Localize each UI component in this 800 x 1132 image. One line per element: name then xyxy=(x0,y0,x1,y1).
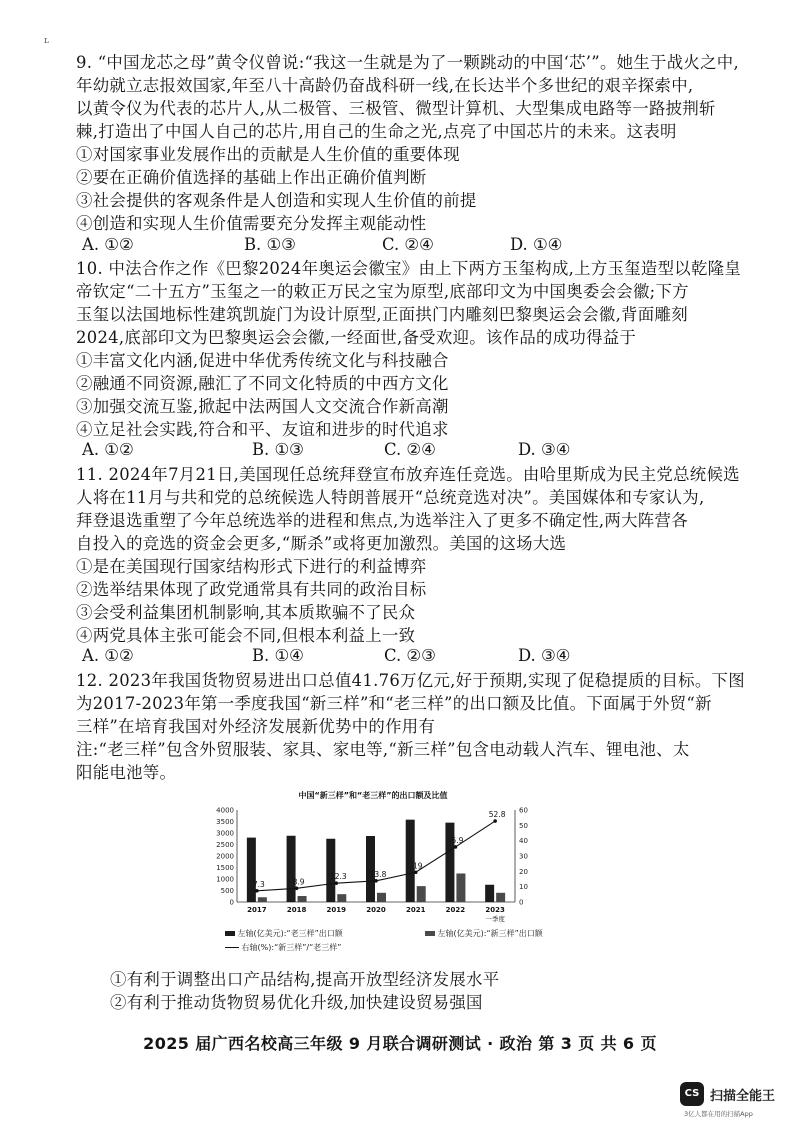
q10-option-d[interactable]: D. ③④ xyxy=(518,440,571,459)
q9-statement-1: ①对国家事业发展作出的贡献是人生价值的重要体现 xyxy=(76,145,460,164)
q12-note: 注:“老三样”包含外贸服装、家具、家电等,“新三样”包含电动载人汽车、锂电池、太 xyxy=(76,740,690,759)
legend-swatch xyxy=(225,931,235,936)
q12-line: 三样”在培育我国对外经济发展新优势中的作用有 xyxy=(76,717,436,736)
q10-options xyxy=(82,438,602,462)
watermark-tagline: 3亿人都在用的扫描App xyxy=(684,1110,753,1118)
x-axis-tick-label: 2019 xyxy=(326,906,347,914)
x-axis-tick-label: 2023 xyxy=(485,906,505,914)
q9-options xyxy=(82,233,602,257)
q9-option-b[interactable]: B. ①③ xyxy=(244,235,296,254)
q10-option-a[interactable]: A. ①② xyxy=(82,440,134,459)
q11-option-a[interactable]: A. ①② xyxy=(82,646,134,665)
x-axis-tick-label: 2022 xyxy=(445,906,466,914)
ratio-data-label: 8.9 xyxy=(292,877,305,887)
q12-statement-2: ②有利于推动货物贸易优化升级,加快建设贸易强国 xyxy=(110,993,483,1012)
q9-line: 9. “中国龙芯之母”黄令仪曾说:“我这一生就是为了一颗跳动的中国‘芯’”。她生于战火之中, xyxy=(76,53,739,72)
q11-options xyxy=(82,644,602,668)
bar-old-three xyxy=(326,839,335,902)
bar-old-three xyxy=(445,823,454,902)
right-axis-tick-label: 0 xyxy=(519,898,524,907)
q10-statement-4: ④立足社会实践,符合和平、友谊和进步的时代追求 xyxy=(76,420,449,439)
left-axis-tick-label: 2000 xyxy=(216,852,234,861)
right-axis-tick-label: 60 xyxy=(519,806,528,815)
q10-statement-2: ②融通不同资源,融汇了不同文化特质的中西方文化 xyxy=(76,374,449,393)
ratio-point xyxy=(255,889,259,893)
camscanner-logo-icon: CS xyxy=(680,1082,704,1106)
legend-entry-old-three xyxy=(225,928,343,939)
left-axis-tick-label: 500 xyxy=(220,887,234,895)
bar-new-three xyxy=(258,897,267,902)
q9-option-d[interactable]: D. ①④ xyxy=(510,235,563,254)
x-axis-tick-label: 2018 xyxy=(286,906,307,914)
scanner-watermark xyxy=(680,1082,790,1122)
q11-line: 11. 2024年7月21日,美国现任总统拜登宣布放弃连任竞选。由哈里斯成为民主党总统候选 xyxy=(76,465,740,484)
chart-legend xyxy=(225,928,615,958)
q10-line: 玉玺以法国地标性建筑凯旋门为设计原型,正面拱门内雕刻巴黎奥运会会徽,背面雕刻 xyxy=(76,305,688,324)
left-axis-tick-label: 4000 xyxy=(216,806,234,815)
ratio-point xyxy=(414,870,418,874)
q10-statement-1: ①丰富文化内涵,促进中华优秀传统文化与科技融合 xyxy=(76,351,449,370)
q11-statement-2: ②选举结果体现了政党通常具有共同的政治目标 xyxy=(76,580,427,599)
q9-statement-2: ②要在正确价值选择的基础上作出正确价值判断 xyxy=(76,168,427,187)
bar-old-three xyxy=(247,838,256,902)
bar-new-three xyxy=(456,873,465,902)
q11-line: 人将在11月与共和党的总统候选人特朗普展开“总统竞选对决”。美国媒体和专家认为, xyxy=(76,488,705,507)
x-axis-tick-label: 2020 xyxy=(366,906,386,914)
q11-statement-4: ④两党具体主张可能会不同,但根本利益上一致 xyxy=(76,626,416,645)
x-axis-sublabel: 一季度 xyxy=(485,915,505,923)
ratio-data-label: 7.3 xyxy=(252,879,265,889)
ratio-data-label: 19 xyxy=(412,861,423,871)
right-axis-tick-label: 20 xyxy=(519,867,528,876)
ratio-point xyxy=(493,819,497,823)
left-axis-tick-label: 1000 xyxy=(216,875,234,884)
bar-new-three xyxy=(496,893,505,902)
q10-line: 10. 中法合作之作《巴黎2024年奥运会徽宝》由上下两方玉玺构成,上方玉玺造型以乾隆皇 xyxy=(76,259,742,278)
q11-statement-3: ③会受利益集团机制影响,其本质欺骗不了民众 xyxy=(76,603,416,622)
legend-label: 左轴(亿美元):“老三样”出口额 xyxy=(237,929,343,938)
q10-line: 帝钦定“二十五方”玉玺之一的敕正万民之宝为原型,底部印文为中国奥委会会徽;下方 xyxy=(76,282,689,301)
q10-line: 2024,底部印文为巴黎奥运会会徽,一经面世,备受欢迎。该作品的成功得益于 xyxy=(76,328,637,347)
q10-statement-3: ③加强交流互鉴,掀起中法两国人文交流合作新高潮 xyxy=(76,397,449,416)
legend-label: 右轴(%):“新三样”/“老三样” xyxy=(241,943,342,952)
q12-line: 为2017-2023年第一季度我国“新三样”和“老三样”的出口额及比值。下面属于外贸“新 xyxy=(76,694,712,713)
right-axis-tick-label: 50 xyxy=(519,821,528,830)
ratio-data-label: 52.8 xyxy=(488,810,506,820)
page-footer: 2025 届广西名校高三年级 9 月联合调研测试 · 政治 第 3 页 共 6 页 xyxy=(143,1034,657,1053)
q9-option-a[interactable]: A. ①② xyxy=(82,235,134,254)
right-axis-tick-label: 40 xyxy=(519,837,528,846)
ratio-data-label: 5.9 xyxy=(451,835,464,845)
q10-option-b[interactable]: B. ①③ xyxy=(252,440,304,459)
q10-option-c[interactable]: C. ②④ xyxy=(384,440,436,459)
q12-statement-1: ①有利于调整出口产品结构,提高开放型经济发展水平 xyxy=(110,970,500,989)
q11-line: 自投入的竞选的资金会更多,“厮杀”或将更加激烈。美国的这场大选 xyxy=(76,534,567,553)
ratio-data-label: 12.3 xyxy=(329,872,347,882)
q12-note: 阳能电池等。 xyxy=(76,763,177,782)
chart-plot-area xyxy=(216,807,528,924)
q9-line: 棘,打造出了中国人自己的芯片,用自己的生命之光,点亮了中国芯片的未来。这表明 xyxy=(76,122,677,141)
legend-line-swatch xyxy=(225,947,239,948)
q12-line: 12. 2023年我国货物贸易进出口总值41.76万亿元,好于预期,实现了促稳提质的目标。下图 xyxy=(76,671,745,690)
left-axis-tick-label: 3000 xyxy=(216,829,234,838)
legend-entry-ratio xyxy=(225,942,341,953)
ratio-point xyxy=(334,881,338,885)
bar-new-three xyxy=(337,894,346,902)
legend-entry-new-three xyxy=(425,928,543,939)
q11-line: 拜登退选重塑了今年总统选举的进程和焦点,为选举注入了更多不确定性,两大阵营各 xyxy=(76,511,688,530)
left-axis-tick-label: 0 xyxy=(229,898,234,907)
ratio-point xyxy=(454,845,458,849)
bar-new-three xyxy=(298,896,307,902)
x-axis-tick-label: 2021 xyxy=(405,906,426,914)
q11-statement-1: ①是在美国现行国家结构形式下进行的利益博弈 xyxy=(76,557,427,576)
ratio-point xyxy=(374,879,378,883)
q9-statement-3: ③社会提供的客观条件是人创造和实现人生价值的前提 xyxy=(76,191,477,210)
corner-mark: ʟ xyxy=(44,36,49,46)
bar-new-three xyxy=(417,886,426,902)
right-axis-tick-label: 10 xyxy=(519,883,528,892)
legend-label: 左轴(亿美元):“新三样”出口额 xyxy=(437,929,543,938)
q9-line: 以黄令仪为代表的芯片人,从二极管、三极管、微型计算机、大型集成电路等一路披荆斩 xyxy=(76,99,716,118)
q9-line: 年幼就立志报效国家,年至八十高龄仍奋战科研一线,在长达半个多世纪的艰辛探索中, xyxy=(76,76,694,95)
right-axis-tick-label: 30 xyxy=(519,852,528,861)
ratio-data-label: 13.8 xyxy=(369,869,387,879)
q9-statement-4: ④创造和实现人生价值需要充分发挥主观能动性 xyxy=(76,214,427,233)
q11-option-d[interactable]: D. ③④ xyxy=(518,646,571,665)
left-axis-tick-label: 2500 xyxy=(216,841,234,849)
legend-swatch xyxy=(425,931,435,936)
x-axis-tick-label: 2017 xyxy=(247,906,267,914)
chart-title: 中国“新三样”和“老三样”的出口额及比值 xyxy=(298,791,448,800)
left-axis-tick-label: 3500 xyxy=(216,818,234,826)
q11-option-c[interactable]: C. ②③ xyxy=(384,646,436,665)
watermark-name: 扫描全能王 xyxy=(710,1089,776,1104)
bar-old-three xyxy=(287,836,296,902)
q9-option-c[interactable]: C. ②④ xyxy=(382,235,434,254)
bar-old-three xyxy=(485,885,494,902)
q11-option-b[interactable]: B. ①④ xyxy=(252,646,304,665)
left-axis-tick-label: 1500 xyxy=(216,864,234,872)
ratio-point xyxy=(295,887,299,891)
bar-new-three xyxy=(377,893,386,902)
